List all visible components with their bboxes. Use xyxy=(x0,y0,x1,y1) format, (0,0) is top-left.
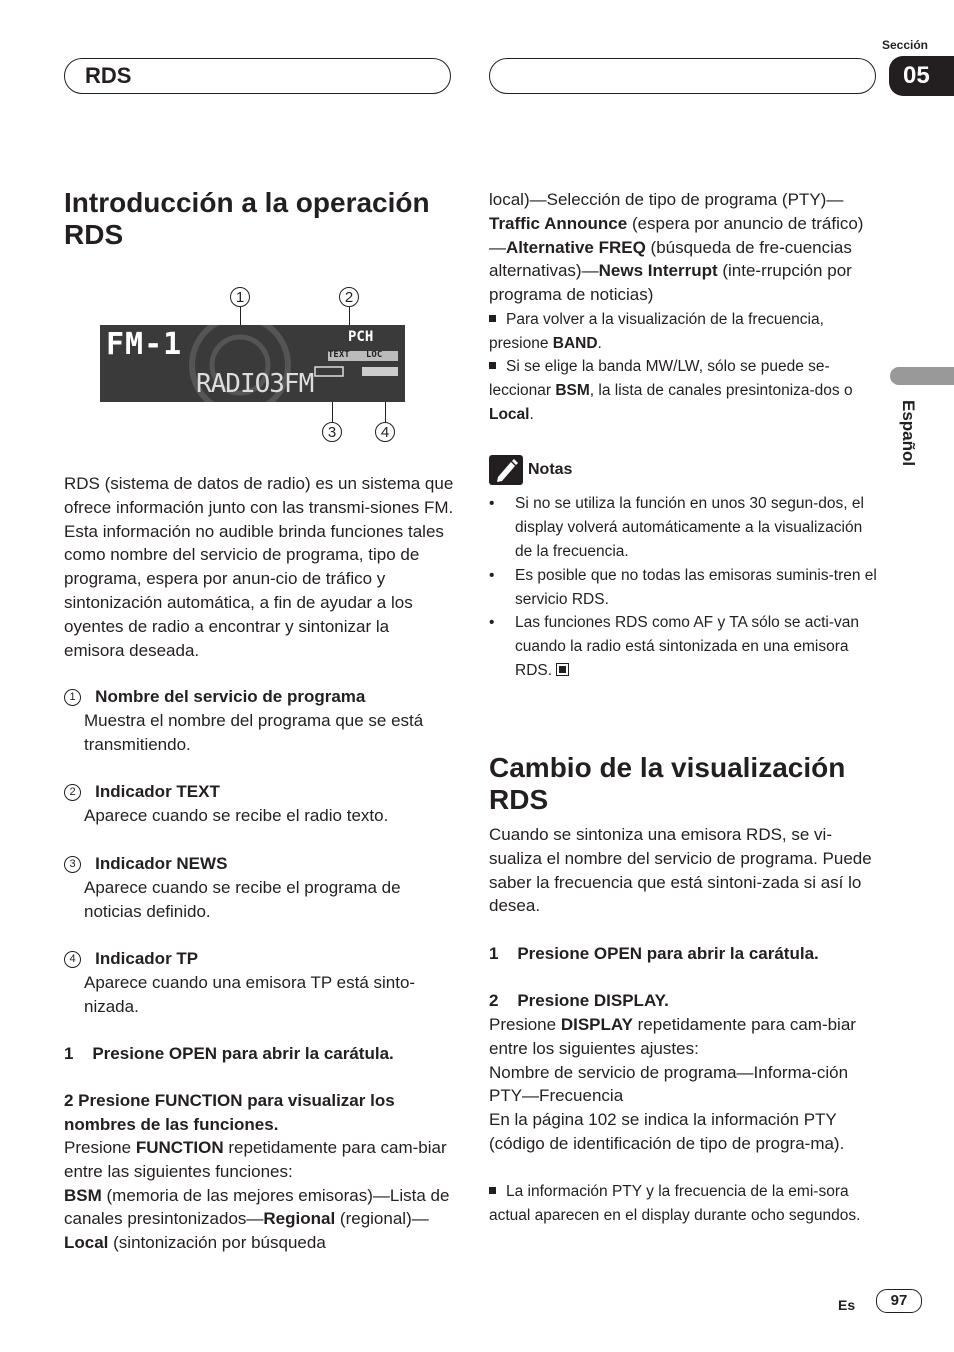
note-1 xyxy=(489,492,877,563)
notes-title: Notas xyxy=(528,461,573,478)
right-step-2: 2 Presione DISPLAY. xyxy=(489,991,669,1010)
note-bullet: • xyxy=(489,495,495,512)
text-run: . xyxy=(597,334,602,352)
item-4-body: Aparece cuando una emisora TP está sinto-nizada. xyxy=(84,972,416,1016)
lcd-text-indicator: TEXT xyxy=(328,350,350,360)
text-run-bold: Local xyxy=(64,1233,109,1253)
text-run: (memoria de las mejores emisoras)—Lista de canales presintonizados— xyxy=(64,1185,450,1229)
text-run: (regional)— xyxy=(335,1209,429,1229)
heading-intro-rds: Introducción a la operación RDS xyxy=(64,187,430,250)
text-run-bold: Traffic Announce xyxy=(489,213,628,233)
item-1 xyxy=(64,685,454,756)
bullet-pty xyxy=(489,1180,877,1228)
pencil-icon xyxy=(489,455,523,485)
text-run: Presione xyxy=(489,1015,561,1034)
item-3 xyxy=(64,852,454,923)
section-label: Sección xyxy=(881,38,928,52)
left-step-2: 2 Presione FUNCTION para visualizar los nombres de las funciones. xyxy=(64,1091,395,1134)
item-2-title: Indicador TEXT xyxy=(95,782,220,801)
text-run: Presione xyxy=(64,1138,136,1157)
text-run-bold: BSM xyxy=(555,381,590,399)
item-1-title: Nombre del servicio de programa xyxy=(95,687,366,706)
section-title-box xyxy=(64,58,451,94)
bullet-mwlw xyxy=(489,355,877,426)
item-1-number: 1 xyxy=(64,689,81,706)
lcd-pch: PCH xyxy=(348,329,374,345)
cambio-intro: Cuando se sintoniza una emisora RDS, se vi-sualiza el nombre del servicio de programa. Puede saber la frecuencia que está sintoni-zada si así lo desea. xyxy=(489,825,872,916)
language-code: Es xyxy=(838,1297,856,1313)
text-run-bold: BSM xyxy=(64,1185,102,1205)
bullet-band xyxy=(489,308,877,356)
end-mark-icon xyxy=(556,663,569,676)
text-run: Para volver a la visualización de la frecuencia, presione xyxy=(489,311,824,352)
note-2 xyxy=(489,564,877,612)
callout-4: 4 xyxy=(375,422,395,442)
text-run-bold: DISPLAY xyxy=(560,1015,633,1034)
heading-cambio-rds: Cambio de la visualización RDS xyxy=(489,752,846,815)
text-run: En la página 102 se indica la información PTY (código de identificación de tipo de progra-ma). xyxy=(489,1110,845,1153)
section-title: RDS xyxy=(85,63,132,88)
lcd-display xyxy=(100,325,405,402)
note-1-text: Si no se utiliza la función en unos 30 segun-dos, el display volverá automáticamente a la visualización de la frecuencia. xyxy=(515,495,864,560)
item-4-number: 4 xyxy=(64,951,81,968)
left-step-1: 1 Presione OPEN para abrir la carátula. xyxy=(64,1044,394,1063)
text-run: repetidamente para cam-biar entre los siguientes ajustes: xyxy=(489,1015,856,1058)
language-tab xyxy=(890,367,954,385)
header-blank-box xyxy=(489,58,876,94)
text-run: (búsqueda de fre-cuencias alternativas)— xyxy=(489,237,852,281)
text-run-bold: Regional xyxy=(263,1209,336,1229)
text-run: (sintonización por búsqueda xyxy=(108,1233,326,1253)
page-number: 97 xyxy=(876,1289,922,1313)
text-run-bold: News Interrupt xyxy=(598,261,718,281)
note-3-text: Las funciones RDS como AF y TA sólo se acti-van cuando la radio está sintonizada en una emisora RDS. xyxy=(515,614,860,679)
text-run: Si se elige la banda MW/LW, sólo se puede se-leccionar xyxy=(489,358,830,399)
item-2 xyxy=(64,780,454,828)
bullet-square xyxy=(489,315,496,322)
text-run: , la lista de canales presintoniza-dos o xyxy=(589,381,853,399)
text-run: (inte-rrupción por programa de noticias) xyxy=(489,261,852,305)
item-2-number: 2 xyxy=(64,784,81,801)
text-run-bold: Local xyxy=(489,405,530,423)
right-continuation xyxy=(489,188,877,307)
note-3 xyxy=(489,611,877,682)
section-number: 05 xyxy=(889,56,954,96)
item-4-title: Indicador TP xyxy=(95,949,199,968)
item-3-body: Aparece cuando se recibe el programa de noticias definido. xyxy=(84,877,401,921)
right-step-1: 1 Presione OPEN para abrir la carátula. xyxy=(489,944,819,963)
note-bullet: • xyxy=(489,614,495,631)
bullet-square xyxy=(489,1187,496,1194)
callout-1: 1 xyxy=(230,287,250,307)
lcd-service-name: RADIO3FM xyxy=(196,369,314,399)
callout-3: 3 xyxy=(322,422,342,442)
item-2-body: Aparece cuando se recibe el radio texto. xyxy=(84,805,389,825)
note-2-text: Es posible que no todas las emisoras suminis-tren el servicio RDS. xyxy=(515,567,877,608)
text-run: local)—Selección de tipo de programa (PTY)— xyxy=(489,190,844,209)
text-run: repetidamente para cam-biar entre las siguientes funciones: xyxy=(64,1138,447,1181)
bullet-square xyxy=(489,362,496,369)
item-1-body: Muestra el nombre del programa que se está transmitiendo. xyxy=(84,710,424,754)
text-run-bold: BAND xyxy=(552,334,598,352)
lcd-loc-indicator: LOC xyxy=(366,350,383,360)
item-4 xyxy=(64,947,454,1018)
intro-paragraph: RDS (sistema de datos de radio) es un sistema que ofrece información junto con las transmi-siones FM. Esta información no audible brinda funciones tales como nombre del servicio de programa, tipo de programa, espera por anun-cio de tráfico y sintonización automática, a fin de ayudar a los oyentes de radio a encontrar y sintonizar la emisora deseada. xyxy=(64,474,454,660)
lcd-band: FM-1 xyxy=(106,327,183,362)
item-3-title: Indicador NEWS xyxy=(95,854,228,873)
item-3-number: 3 xyxy=(64,856,81,873)
callout-2: 2 xyxy=(339,287,359,307)
text-run-bold: Alternative FREQ xyxy=(506,237,646,257)
note-bullet: • xyxy=(489,567,495,584)
text-run: La información PTY y la frecuencia de la emi-sora actual aparecen en el display durante ocho segundos. xyxy=(489,1183,861,1224)
text-run: Nombre de servicio de programa—Informa-ción PTY—Frecuencia xyxy=(489,1062,849,1106)
text-run: (espera por anuncio de tráfico)— xyxy=(489,213,864,257)
right-step-2-body xyxy=(489,1013,877,1156)
language-label: Español xyxy=(899,400,918,467)
text-run-bold: FUNCTION xyxy=(135,1138,224,1157)
text-run: . xyxy=(529,405,534,423)
left-step-2-body xyxy=(64,1136,454,1255)
